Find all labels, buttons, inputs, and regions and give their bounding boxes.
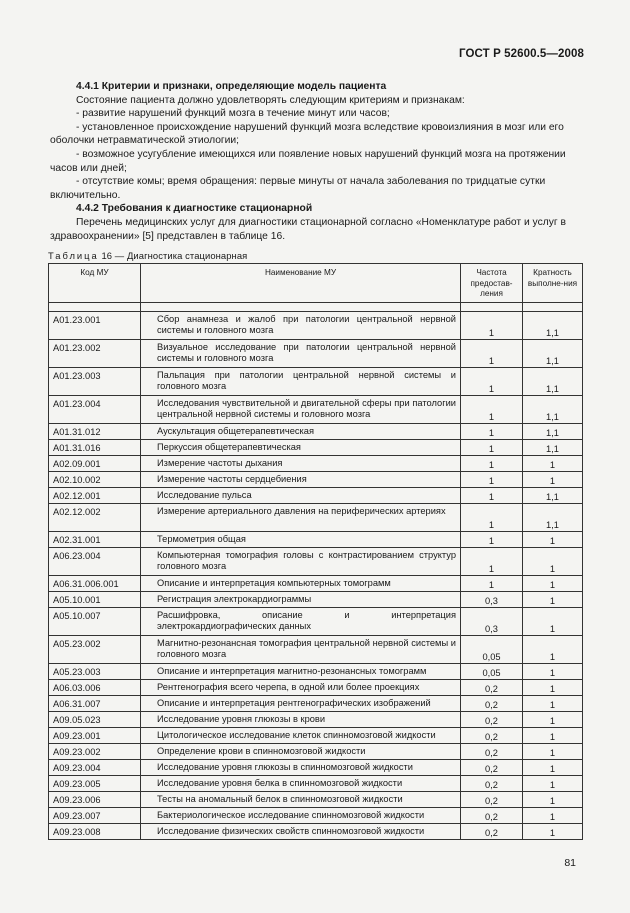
name-cell: Бактериологическое исследование спинномозговой жидкости bbox=[141, 808, 461, 824]
frequency-cell: 0,2 bbox=[461, 680, 523, 696]
table-row bbox=[49, 340, 583, 368]
name-cell: Измерение частоты сердцебиения bbox=[141, 472, 461, 488]
frequency-cell: 0,3 bbox=[461, 592, 523, 608]
name-cell: Расшифровка, описание и интерпретация электрокардиографических данных bbox=[141, 608, 461, 636]
table-row bbox=[49, 776, 583, 792]
table-row bbox=[49, 680, 583, 696]
code-cell: A01.23.003 bbox=[49, 368, 141, 396]
code-cell: A02.12.001 bbox=[49, 488, 141, 504]
frequency-cell: 0,2 bbox=[461, 808, 523, 824]
table-row bbox=[49, 440, 583, 456]
frequency-cell: 1 bbox=[461, 488, 523, 504]
name-cell: Описание и интерпретация магнитно-резонансных томограмм bbox=[141, 664, 461, 680]
multiplicity-cell: 1 bbox=[523, 548, 583, 576]
frequency-cell: 0,2 bbox=[461, 824, 523, 840]
frequency-cell: 0,2 bbox=[461, 776, 523, 792]
diagnostics-table bbox=[48, 263, 583, 840]
multiplicity-cell: 1 bbox=[523, 636, 583, 664]
code-cell: A09.23.005 bbox=[49, 776, 141, 792]
multiplicity-cell: 1 bbox=[523, 744, 583, 760]
bullet-1: - развитие нарушений функций мозга в течение минут или часов; bbox=[76, 108, 390, 120]
table-row bbox=[49, 608, 583, 636]
code-cell: A09.23.001 bbox=[49, 728, 141, 744]
multiplicity-cell: 1,1 bbox=[523, 396, 583, 424]
name-cell: Описание и интерпретация рентгенографических изображений bbox=[141, 696, 461, 712]
name-cell: Магнитно-резонансная томография центральной нервной системы и головного мозга bbox=[141, 636, 461, 664]
multiplicity-cell: 1 bbox=[523, 808, 583, 824]
name-cell: Исследование уровня глюкозы в спинномозговой жидкости bbox=[141, 760, 461, 776]
table-row bbox=[49, 504, 583, 532]
frequency-cell: 0,2 bbox=[461, 728, 523, 744]
frequency-cell: 1 bbox=[461, 440, 523, 456]
multiplicity-cell: 1 bbox=[523, 576, 583, 592]
multiplicity-cell: 1 bbox=[523, 728, 583, 744]
code-cell: A06.03.006 bbox=[49, 680, 141, 696]
header-name: Наименование МУ bbox=[141, 264, 461, 303]
table-row bbox=[49, 456, 583, 472]
code-cell: A06.23.004 bbox=[49, 548, 141, 576]
multiplicity-cell: 1,1 bbox=[523, 424, 583, 440]
name-cell: Перкуссия общетерапевтическая bbox=[141, 440, 461, 456]
name-cell: Компьютерная томография головы с контрастированием структур головного мозга bbox=[141, 548, 461, 576]
text-block bbox=[50, 80, 582, 243]
name-cell: Термометрия общая bbox=[141, 532, 461, 548]
multiplicity-cell: 1 bbox=[523, 532, 583, 548]
code-cell: A01.31.016 bbox=[49, 440, 141, 456]
code-cell: A01.23.002 bbox=[49, 340, 141, 368]
frequency-cell: 1 bbox=[461, 548, 523, 576]
table-row bbox=[49, 636, 583, 664]
table-row bbox=[49, 792, 583, 808]
name-cell: Исследование уровня глюкозы в крови bbox=[141, 712, 461, 728]
multiplicity-cell: 1,1 bbox=[523, 440, 583, 456]
code-cell: A01.31.012 bbox=[49, 424, 141, 440]
frequency-cell: 0,2 bbox=[461, 760, 523, 776]
code-cell: A01.23.004 bbox=[49, 396, 141, 424]
table-body bbox=[49, 312, 583, 840]
code-cell: A06.31.006.001 bbox=[49, 576, 141, 592]
name-cell: Аускультация общетерапевтическая bbox=[141, 424, 461, 440]
multiplicity-cell: 1 bbox=[523, 712, 583, 728]
code-cell: A02.10.002 bbox=[49, 472, 141, 488]
frequency-cell: 1 bbox=[461, 504, 523, 532]
table-row bbox=[49, 744, 583, 760]
table-caption bbox=[48, 250, 247, 261]
name-cell: Исследование уровня белка в спинномозговой жидкости bbox=[141, 776, 461, 792]
table-row bbox=[49, 472, 583, 488]
name-cell: Исследование пульса bbox=[141, 488, 461, 504]
name-cell: Измерение артериального давления на периферических артериях bbox=[141, 504, 461, 532]
table-row bbox=[49, 532, 583, 548]
name-cell: Пальпация при патологии центральной нервной системы и головного мозга bbox=[141, 368, 461, 396]
code-cell: A05.23.002 bbox=[49, 636, 141, 664]
name-cell: Измерение частоты дыхания bbox=[141, 456, 461, 472]
name-cell: Исследование физических свойств спинномозговой жидкости bbox=[141, 824, 461, 840]
frequency-cell: 1 bbox=[461, 424, 523, 440]
code-cell: A02.09.001 bbox=[49, 456, 141, 472]
frequency-cell: 1 bbox=[461, 396, 523, 424]
code-cell: A05.10.007 bbox=[49, 608, 141, 636]
table-row bbox=[49, 696, 583, 712]
code-cell: A05.10.001 bbox=[49, 592, 141, 608]
multiplicity-cell: 1 bbox=[523, 608, 583, 636]
code-cell: A09.23.006 bbox=[49, 792, 141, 808]
table-row bbox=[49, 592, 583, 608]
multiplicity-cell: 1 bbox=[523, 776, 583, 792]
table-row bbox=[49, 368, 583, 396]
frequency-cell: 1 bbox=[461, 472, 523, 488]
name-cell: Тесты на аномальный белок в спинномозговой жидкости bbox=[141, 792, 461, 808]
name-cell: Регистрация электрокардиограммы bbox=[141, 592, 461, 608]
frequency-cell: 1 bbox=[461, 532, 523, 548]
code-cell: A09.23.004 bbox=[49, 760, 141, 776]
frequency-cell: 0,2 bbox=[461, 792, 523, 808]
table-row bbox=[49, 312, 583, 340]
table-row bbox=[49, 808, 583, 824]
code-cell: A06.31.007 bbox=[49, 696, 141, 712]
table-row bbox=[49, 760, 583, 776]
frequency-cell: 0,2 bbox=[461, 744, 523, 760]
multiplicity-cell: 1,1 bbox=[523, 488, 583, 504]
header-frequency: Частота предостав-ления bbox=[461, 264, 523, 303]
code-cell: A02.12.002 bbox=[49, 504, 141, 532]
frequency-cell: 1 bbox=[461, 368, 523, 396]
header-multiplicity: Кратность выполне-ния bbox=[523, 264, 583, 303]
frequency-cell: 1 bbox=[461, 312, 523, 340]
multiplicity-cell: 1 bbox=[523, 680, 583, 696]
multiplicity-cell: 1,1 bbox=[523, 312, 583, 340]
section-442-paragraph: Перечень медицинских услуг для диагностики стационарной согласно «Номенклатуре работ и услуг в здравоохранении» [5] представлен в таблице 16. bbox=[50, 216, 566, 242]
table-row bbox=[49, 824, 583, 840]
table-caption-prefix: Таблица bbox=[48, 250, 99, 261]
bullet-2: - установленное происхождение нарушений функций мозга вследствие кровоизлияния в мозг или его оболочки нетравматической этиологии; bbox=[50, 121, 564, 147]
table-row bbox=[49, 424, 583, 440]
code-cell: A09.23.008 bbox=[49, 824, 141, 840]
name-cell: Рентгенография всего черепа, в одной или более проекциях bbox=[141, 680, 461, 696]
frequency-cell: 0,05 bbox=[461, 636, 523, 664]
multiplicity-cell: 1,1 bbox=[523, 368, 583, 396]
table-row bbox=[49, 728, 583, 744]
header-code: Код МУ bbox=[49, 264, 141, 303]
multiplicity-cell: 1 bbox=[523, 792, 583, 808]
multiplicity-cell: 1 bbox=[523, 696, 583, 712]
code-cell: A05.23.003 bbox=[49, 664, 141, 680]
name-cell: Цитологическое исследование клеток спинномозговой жидкости bbox=[141, 728, 461, 744]
section-442-heading: 4.4.2 Требования к диагностике стационарной bbox=[76, 203, 313, 215]
table-row bbox=[49, 576, 583, 592]
multiplicity-cell: 1 bbox=[523, 664, 583, 680]
multiplicity-cell: 1 bbox=[523, 760, 583, 776]
document-code: ГОСТ Р 52600.5—2008 bbox=[459, 48, 584, 60]
table-row bbox=[49, 664, 583, 680]
name-cell: Сбор анамнеза и жалоб при патологии центральной нервной системы и головного мозга bbox=[141, 312, 461, 340]
section-441-intro: Состояние пациента должно удовлетворять следующим критериям и признакам: bbox=[76, 94, 465, 106]
code-cell: A09.23.002 bbox=[49, 744, 141, 760]
code-cell: A02.31.001 bbox=[49, 532, 141, 548]
table-row bbox=[49, 488, 583, 504]
name-cell: Визуальное исследование при патологии центральной нервной системы и головного мозга bbox=[141, 340, 461, 368]
page-number: 81 bbox=[564, 857, 576, 869]
code-cell: A09.05.023 bbox=[49, 712, 141, 728]
bullet-4: - отсутствие комы; время обращения: первые минуты от начала заболевания по тридцатые сутки включительно. bbox=[50, 176, 546, 201]
table-row bbox=[49, 712, 583, 728]
code-cell: A09.23.007 bbox=[49, 808, 141, 824]
multiplicity-cell: 1 bbox=[523, 472, 583, 488]
name-cell: Описание и интерпретация компьютерных томограмм bbox=[141, 576, 461, 592]
section-441-heading: 4.4.1 Критерии и признаки, определяющие модель пациента bbox=[76, 81, 387, 92]
frequency-cell: 0,2 bbox=[461, 712, 523, 728]
table-row bbox=[49, 548, 583, 576]
multiplicity-cell: 1 bbox=[523, 592, 583, 608]
multiplicity-cell: 1 bbox=[523, 824, 583, 840]
frequency-cell: 1 bbox=[461, 340, 523, 368]
frequency-cell: 0,3 bbox=[461, 608, 523, 636]
table-spacer-row bbox=[49, 303, 583, 312]
table-header-row bbox=[49, 264, 583, 303]
table-caption-title: 16 — Диагностика стационарная bbox=[98, 250, 248, 261]
frequency-cell: 1 bbox=[461, 456, 523, 472]
bullet-3: - возможное усугубление имеющихся или появление новых нарушений функций мозга на протяжении часов или дней; bbox=[50, 148, 566, 174]
frequency-cell: 0,2 bbox=[461, 696, 523, 712]
multiplicity-cell: 1,1 bbox=[523, 340, 583, 368]
name-cell: Исследования чувствительной и двигательной сферы при патологии центральной нервной системы и головного мозга bbox=[141, 396, 461, 424]
frequency-cell: 1 bbox=[461, 576, 523, 592]
multiplicity-cell: 1 bbox=[523, 456, 583, 472]
multiplicity-cell: 1,1 bbox=[523, 504, 583, 532]
frequency-cell: 0,05 bbox=[461, 664, 523, 680]
name-cell: Определение крови в спинномозговой жидкости bbox=[141, 744, 461, 760]
code-cell: A01.23.001 bbox=[49, 312, 141, 340]
table-row bbox=[49, 396, 583, 424]
